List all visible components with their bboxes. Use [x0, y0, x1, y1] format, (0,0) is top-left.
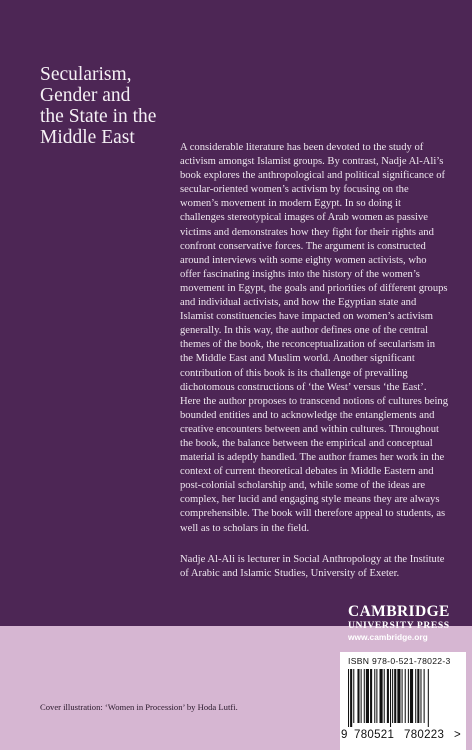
barcode-panel — [340, 652, 466, 750]
publisher-logo — [348, 604, 468, 643]
book-title — [40, 64, 210, 148]
barcode-digit-end: > — [454, 729, 462, 741]
publisher-subtitle: UNIVERSITY PRESS — [348, 620, 450, 631]
book-title-line: Gender and — [40, 85, 131, 106]
cover-credit: Cover illustration: ‘Women in Procession’ by Hoda Lutfi. — [40, 702, 238, 712]
publisher-url: www.cambridge.org — [348, 632, 428, 642]
barcode-digit-lead: 9 — [341, 729, 348, 741]
barcode-digit-group: 780521 — [354, 729, 395, 741]
book-description: A considerable literature has been devoted to the study of activism amongst Islamist groups. By contrast, Nadje Al-Ali’s book explores the anthropological and political significance of secular-oriented women’s activism by focusing on the women’s movement in modern Egypt. In so doing it challenges stereotypical images of Arab women as passive victims and demonstrates how they fight for their rights and confront conservative forces. The argument is constructed around interviews with some eighty women activists, who offer fascinating insights into the history of the women’s movement in Egypt, the goals and priorities of different groups and individual activists, and how the Egyptian state and Islamist constituencies have impacted on women’s activism generally. In this way, the author defines one of the central themes of the book, the reconceptualization of secularism in the Middle East and Muslim world. Another significant contribution of this book is its challenge of prevailing dichotomous constructions of ‘the West’ versus ‘the East’. Here the author proposes to transcend notions of cultures being bounded entities and to acknowledge the entanglements and creative encounters between and within cultures. Throughout the book, the balance between the empirical and conceptual material is adeptly handled. The author frames her work in the context of current theoretical debates in Middle Eastern and post-colonial scholarship and, while some of the ideas are complex, her lucid and engaging style means they are always comprehensible. The book will therefore appeal to students, as well as to scholars in the field. — [180, 142, 449, 534]
book-title-line: Secularism, — [40, 64, 132, 85]
book-title-line: the State in the — [40, 106, 157, 127]
barcode-icon — [348, 669, 458, 727]
barcode-digit-group: 780223 — [404, 729, 445, 741]
book-title-line: Middle East — [40, 127, 135, 148]
author-bio: Nadje Al-Ali is lecturer in Social Anthropology at the Institute of Arabic and Islamic Studies, University of Exeter. — [180, 554, 445, 580]
isbn-label: ISBN 978-0-521-78022-3 — [348, 656, 451, 666]
publisher-name: CAMBRIDGE — [348, 603, 450, 620]
